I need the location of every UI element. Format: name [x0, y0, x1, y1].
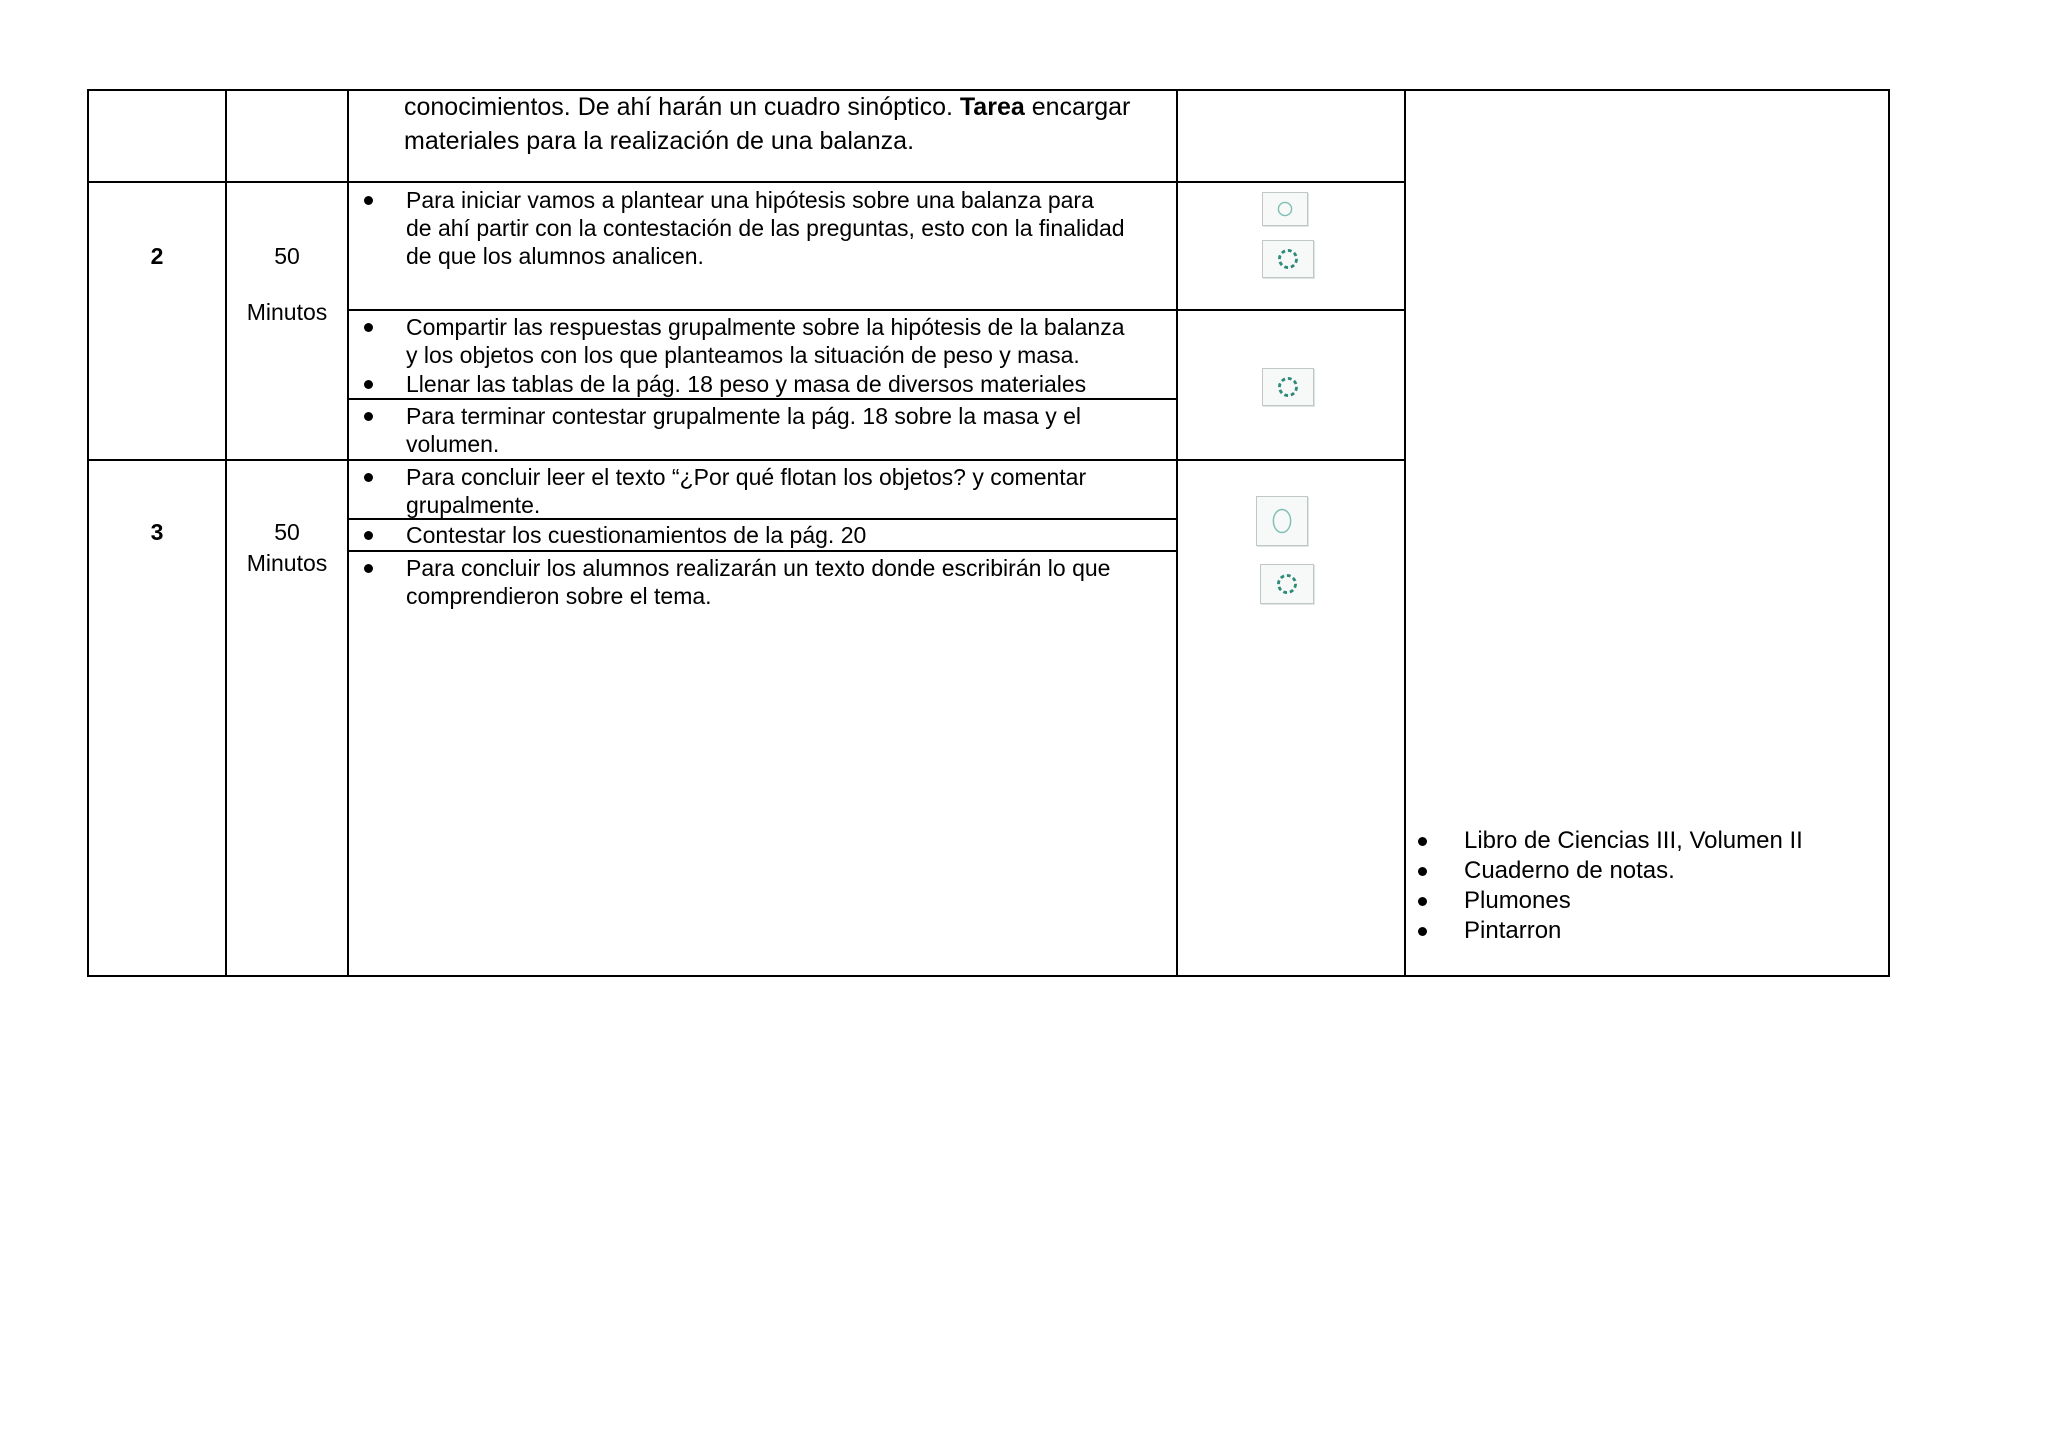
activity-line: Para concluir leer el texto “¿Por qué flotan los objetos? y comentar [406, 464, 1087, 490]
intro-line-1 [404, 90, 1164, 124]
bullet-dot [1418, 897, 1427, 906]
activity-line: volumen. [406, 431, 500, 457]
bullet-dot [1418, 927, 1427, 936]
activity-text [406, 313, 1160, 369]
bullet-dot [364, 473, 373, 482]
column-divider-4 [1404, 89, 1406, 977]
material-label: Plumones [1464, 887, 1571, 914]
session-duration-unit: Minutos [246, 299, 328, 325]
intro-line-1-end: encargar [1024, 93, 1131, 121]
activity-line: de que los alumnos analicen. [406, 243, 704, 269]
activity-text [406, 370, 1160, 398]
session-number: 2 [150, 243, 164, 269]
session-number: 3 [150, 519, 164, 545]
intro-line-1-start: conocimientos. De ahí harán un cuadro sinóptico. [404, 93, 960, 121]
refresh-circle-icon [1256, 496, 1308, 546]
activity-text [406, 463, 1160, 519]
activity-line: grupalmente. [406, 492, 541, 518]
activity-line: y los objetos con los que planteamos la situación de peso y masa. [406, 342, 1080, 368]
row-divider-session2-a [347, 309, 1405, 311]
recycle-dotted-icon [1262, 240, 1314, 278]
activity-text [406, 554, 1160, 610]
session-duration-value: 50 [274, 243, 300, 269]
row-divider-session2-b [347, 398, 1177, 400]
activity-line: Compartir las respuestas grupalmente sobre la hipótesis de la balanza [406, 314, 1125, 340]
column-divider-3 [1176, 89, 1178, 977]
activity-text [406, 186, 1160, 270]
recycle-dotted-icon [1260, 564, 1314, 604]
activity-text [406, 402, 1160, 458]
row-divider-intro [87, 181, 1405, 183]
bullet-dot [364, 531, 373, 540]
activity-line: Para concluir los alumnos realizarán un texto donde escribirán lo que [406, 555, 1111, 581]
activity-line: de ahí partir con la contestación de las preguntas, esto con la finalidad [406, 215, 1125, 241]
activity-text [406, 521, 1160, 549]
refresh-circle-icon [1262, 192, 1308, 226]
activity-line: comprendieron sobre el tema. [406, 583, 712, 609]
material-label: Pintarron [1464, 917, 1562, 944]
bullet-dot [364, 196, 373, 205]
intro-text [404, 90, 1164, 158]
activity-line: Para iniciar vamos a plantear una hipótesis sobre una balanza para [406, 187, 1094, 213]
bullet-dot [1418, 867, 1427, 876]
bullet-dot [1418, 837, 1427, 846]
row-divider-session3 [87, 459, 1405, 461]
bullet-dot [364, 564, 373, 573]
bullet-dot [364, 412, 373, 421]
activity-line: Para terminar contestar grupalmente la pág. 18 sobre la masa y el [406, 403, 1082, 429]
recycle-dotted-icon [1262, 368, 1314, 406]
column-divider-2 [347, 89, 349, 977]
bullet-dot [364, 380, 373, 389]
material-label: Libro de Ciencias III, Volumen II [1464, 827, 1803, 854]
activity-line: Contestar los cuestionamientos de la pág. 20 [406, 522, 867, 548]
session-duration-unit: Minutos [246, 550, 328, 576]
intro-line-2: materiales para la realización de una balanza. [404, 127, 915, 155]
intro-task-label: Tarea [959, 93, 1025, 121]
row-divider-session3-b [347, 550, 1177, 552]
material-label: Cuaderno de notas. [1464, 857, 1675, 884]
activity-line: Llenar las tablas de la pág. 18 peso y masa de diversos materiales [406, 371, 1087, 397]
bullet-dot [364, 323, 373, 332]
session-duration-value: 50 [274, 519, 300, 545]
